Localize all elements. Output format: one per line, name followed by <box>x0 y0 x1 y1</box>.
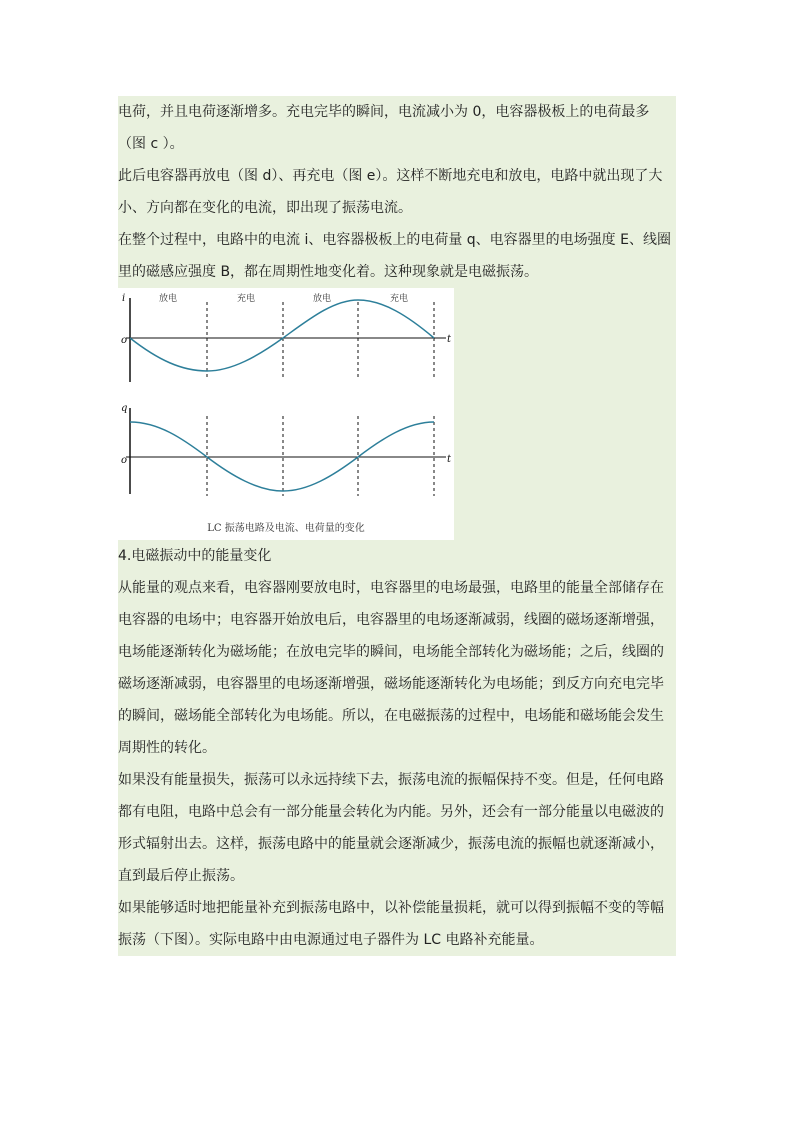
paragraph: 在整个过程中，电路中的电流 i、电容器极板上的电荷量 q、电容器里的电场强度 E、线圈里的磁感应强度 B，都在周期性地变化着。这种现象就是电磁振荡。 <box>118 232 671 280</box>
paragraph: 此后电容器再放电（图 d）、再充电（图 e）。这样不断地充电和放电，电路中就出现了大小、方向都在变化的电流，即出现了振荡电流。 <box>118 168 663 216</box>
figure <box>118 288 676 540</box>
axis-label-t: t <box>447 454 452 465</box>
axis-label-i: i <box>122 293 126 304</box>
origin-label: o <box>121 335 128 346</box>
figure-caption: LC 振荡电路及电流、电荷量的变化 <box>207 523 365 534</box>
document-body <box>118 96 676 956</box>
origin-label: o <box>121 455 128 466</box>
current-curve <box>130 300 434 371</box>
paragraph: 电荷，并且电荷逐渐增多。充电完毕的瞬间，电流减小为 0，电容器极板上的电荷最多（图 c ）。 <box>118 104 650 152</box>
paragraph: 如果能够适时地把能量补充到振荡电路中，以补偿能量损耗，就可以得到振幅不变的等幅振荡（下图）。实际电路中由电源通过电子器件为 LC 电路补充能量。 <box>118 900 664 948</box>
paragraph: 从能量的观点来看，电容器刚要放电时，电容器里的电场最强，电路里的能量全部储存在电容器的电场中；电容器开始放电后，电容器里的电场逐渐减弱，线圈的磁场逐渐增强，电场能逐渐转化为磁场能；在放电完毕的瞬间，电场能全部转化为磁场能；之后，线圈的磁场逐渐减弱，电容器里的电场逐渐增强，磁场能逐渐转化为电场能；到反方向充电完毕的瞬间，磁场能全部转化为电场能。所以，在电磁振荡的过程中，电场能和磁场能会发生周期性的转化。 <box>118 580 664 756</box>
axis-label-t: t <box>447 334 452 345</box>
paragraph: 如果没有能量损失，振荡可以永远持续下去，振荡电流的振幅保持不变。但是，任何电路都有电阻，电路中总会有一部分能量会转化为内能。另外，还会有一部分能量以电磁波的形式辐射出去。这样，振荡电路中的能量就会逐渐减少，振荡电流的振幅也就逐渐减小，直到最后停止振荡。 <box>118 772 664 884</box>
section-heading: 4.电磁振动中的能量变化 <box>118 548 272 564</box>
phase-label: 充电 <box>236 294 256 304</box>
axis-label-q: q <box>121 403 128 414</box>
phase-label: 放电 <box>158 294 178 304</box>
phase-label: 充电 <box>389 294 409 304</box>
lc-oscillation-figure <box>118 288 454 540</box>
phase-label: 放电 <box>312 294 332 304</box>
